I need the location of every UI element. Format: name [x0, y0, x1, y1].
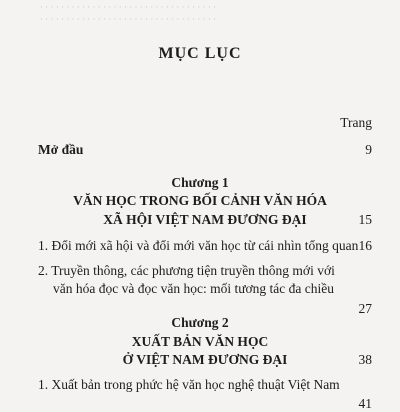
toc-entry-2-1: 1. Xuất bản trong phức hệ văn học nghệ thuật Việt Nam [38, 377, 340, 392]
chapter-2-title-line1: XUẤT BẢN VĂN HỌC [131, 334, 269, 349]
chapter-1-label: Chương 1 [171, 175, 229, 190]
toc-page: · · · · · · · · · · · · · · · · · · · · · · · · · · · · · · · · · · · · · · · · · · · · · · · · · · · · · · · · · · · · · · · · · · · · MỤC LỤC Trang Mở đầu 9 Chương 1 VĂN HỌC TRONG BỐI CẢNH VĂN HÓA XÃ HỘI VIỆT NAM ĐƯƠNG ĐẠI 15 1. Đổi mới xã hội và đổi mới văn học từ cái nhìn tổng quan 16 2. Truyền thông, các phương tiện truyền thông mới với văn hóa đọc và đọc văn học: mối tương tác đa chiều 27 Chương 2 XUẤT BẢN VĂN HỌC Ở VIỆT NAM ĐƯƠNG ĐẠI 38 1. Xuất bản trong phức hệ văn học nghệ thuật Việt Nam 41 [0, 0, 400, 400]
toc-entry-1-1: 1. Đổi mới xã hội và đổi mới văn học từ cái nhìn tổng quan 16 [38, 238, 372, 253]
bleed-through-text: · · · · · · · · · · · · · · · · · · · · · · · · · · · · · · · · · · [40, 2, 217, 12]
toc-heading: MỤC LỤC [158, 45, 242, 62]
chapter-1-title-line1: VĂN HỌC TRONG BỐI CẢNH VĂN HÓA [73, 193, 327, 208]
toc-entry-intro: Mở đầu 9 [38, 142, 372, 157]
toc-entry-1-2-line1: 2. Truyền thông, các phương tiện truyền thông mới với [38, 263, 335, 278]
chapter-2-label: Chương 2 [171, 315, 229, 330]
toc-entry-1-2-line2: văn hóa đọc và đọc văn học: mối tương tác đa chiều [53, 281, 334, 296]
bleed-through-text: · · · · · · · · · · · · · · · · · · · · · · · · · · · · · · · · · · [40, 14, 217, 24]
